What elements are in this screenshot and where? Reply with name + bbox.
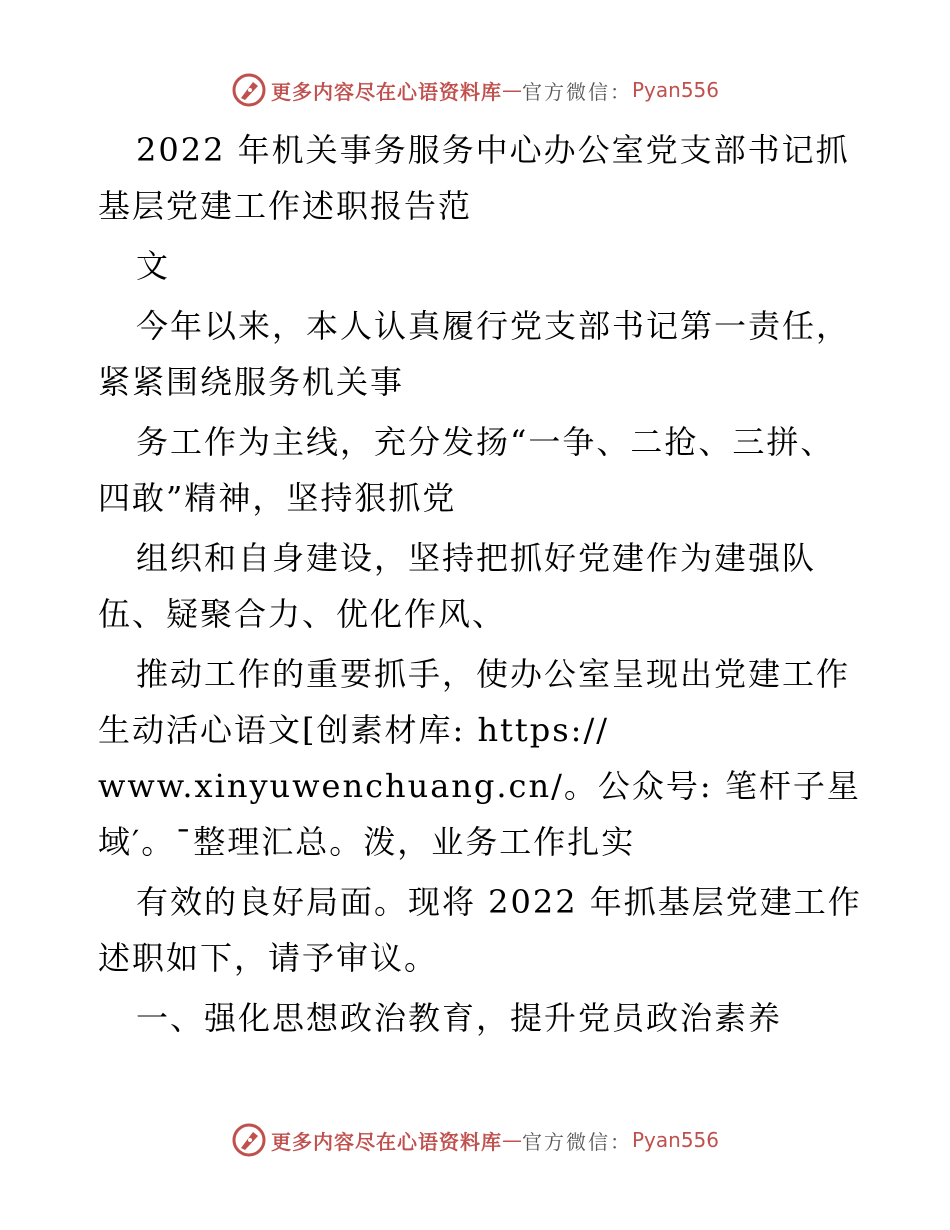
footer-watermark-banner: [0, 1120, 950, 1160]
banner-wechat-id: Pyan556: [631, 1128, 719, 1152]
title-line-2: 基层党建工作述职报告范: [98, 187, 473, 225]
paragraph-line: 紧紧围绕服务机关事: [98, 363, 405, 401]
banner-official-label: 官方微信：: [521, 79, 632, 104]
document-body: [98, 122, 898, 1046]
banner-dash: —: [501, 1128, 522, 1152]
banner-brand-text: 更多内容尽在心语资料库: [270, 1129, 502, 1154]
pen-nib-logo-icon: [231, 72, 267, 108]
paragraph-line: 伍、疑聚合力、优化作风、: [98, 595, 507, 633]
paragraph-line: 组织和自身建设，坚持把抓好党建作为建强队: [136, 539, 817, 577]
paragraph-line: 四敢”精神，坚持狠抓党: [98, 479, 457, 517]
title-line-3: 文: [136, 247, 171, 285]
paragraph-line: 生动活心语文[创素材库: https://: [98, 711, 610, 749]
banner-brand-text: 更多内容尽在心语资料库: [270, 79, 502, 104]
section-heading: 一、强化思想政治教育，提升党员政治素养: [136, 999, 783, 1037]
banner-official-label: 官方微信：: [521, 1129, 632, 1154]
title-line-1: 2022 年机关事务服务中心办公室党支部书记抓: [136, 131, 850, 169]
paragraph-line: 域′。¯整理汇总。泼，业务工作扎实: [98, 823, 636, 861]
paragraph-line: 有效的良好局面。现将 2022 年抓基层党建工作: [136, 883, 862, 921]
paragraph-line: 务工作为主线，充分发扬“一争、二抢、三拼、: [136, 423, 835, 461]
paragraph-line: 述职如下，请予审议。: [98, 939, 439, 977]
paragraph-line: www.xinyuwenchuang.cn/。公众号: 笔杆子星: [98, 767, 861, 805]
paragraph-line: 今年以来，本人认真履行党支部书记第一责任，: [136, 307, 851, 345]
banner-wechat-id: Pyan556: [631, 78, 719, 102]
banner-dash: —: [501, 78, 522, 102]
paragraph-line: 推动工作的重要抓手，使办公室呈现出党建工作: [136, 655, 851, 693]
header-watermark-banner: [0, 70, 950, 110]
pen-nib-logo-icon: [231, 1122, 267, 1158]
